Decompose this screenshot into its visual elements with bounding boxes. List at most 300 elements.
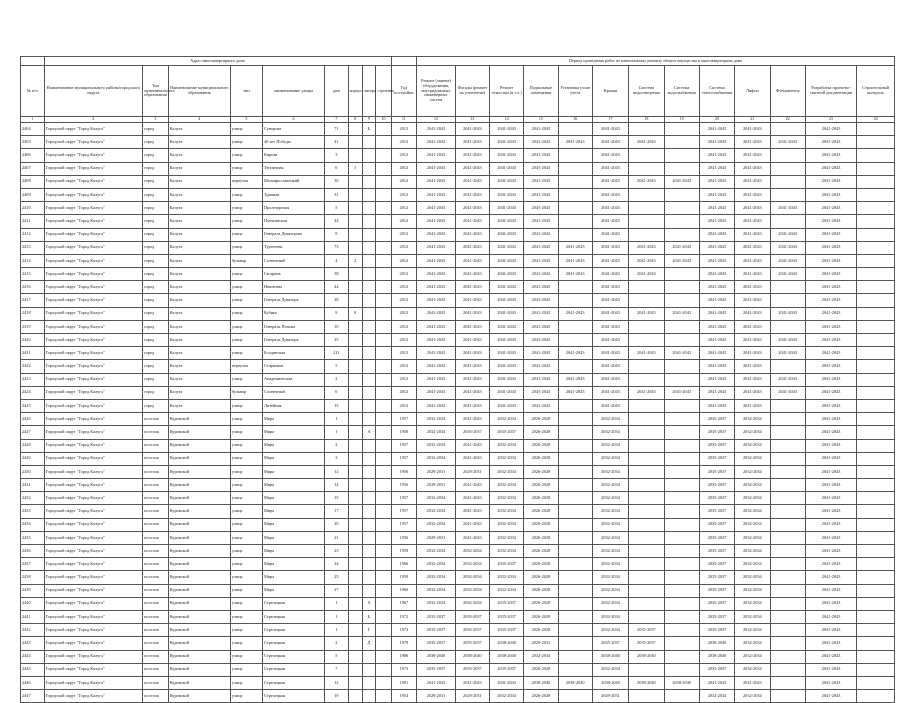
table-cell: 2041-2043 xyxy=(490,386,524,399)
table-cell: улица xyxy=(230,465,262,478)
table-cell: 2012 xyxy=(391,334,417,347)
table-cell xyxy=(362,531,376,544)
table-cell: 2032-2034 xyxy=(455,584,489,597)
table-row xyxy=(21,492,895,505)
table-cell xyxy=(348,281,362,294)
table-cell xyxy=(376,215,391,228)
table-cell: Мира xyxy=(262,571,324,584)
table-cell: город xyxy=(143,294,169,307)
table-cell: улица xyxy=(230,531,262,544)
table-cell: 2041-2043 xyxy=(699,228,734,241)
table-cell xyxy=(629,215,664,228)
table-cell: Городской округ "Город Калуга" xyxy=(44,334,143,347)
table-cell: 2041-2043 xyxy=(417,228,456,241)
table-cell: 2041-2043 xyxy=(490,360,524,373)
table-cell: Городской округ "Город Калуга" xyxy=(44,175,143,188)
table-cell xyxy=(558,215,592,228)
table-cell: 2029-2031 xyxy=(592,690,628,703)
table-cell xyxy=(857,624,895,637)
table-cell: 2041-2043 xyxy=(455,347,489,360)
table-cell: 2041-2043 xyxy=(455,360,489,373)
table-cell: 2041-2043 xyxy=(805,360,856,373)
table-cell: Городской округ "Город Калуга" xyxy=(44,545,143,558)
table-cell: 2041-2043 xyxy=(735,175,770,188)
table-cell xyxy=(770,175,805,188)
table-cell: 1956 xyxy=(391,531,417,544)
table-cell: 15 xyxy=(325,399,349,412)
table-cell: 2035-2037 xyxy=(455,426,489,439)
table-cell xyxy=(362,452,376,465)
table-cell: 2041-2043 xyxy=(490,175,524,188)
table-cell: 2041-2043 xyxy=(805,228,856,241)
table-cell: Мира xyxy=(262,452,324,465)
table-cell: поселок xyxy=(143,518,169,531)
table-cell: 2041-2043 xyxy=(455,241,489,254)
table-cell: поселок xyxy=(143,439,169,452)
table-cell: 2041-2043 xyxy=(629,136,664,149)
table-cell: 12 xyxy=(325,465,349,478)
table-cell: 1986 xyxy=(391,650,417,663)
table-cell: 2032-2034 xyxy=(592,584,628,597)
table-cell xyxy=(376,492,391,505)
table-cell: 2032-2034 xyxy=(592,545,628,558)
table-cell: 2032-2034 xyxy=(490,439,524,452)
table-cell xyxy=(857,386,895,399)
table-cell: 1967 xyxy=(391,597,417,610)
table-cell: 1991 xyxy=(391,676,417,689)
table-cell: 2032-2034 xyxy=(417,518,456,531)
table-cell xyxy=(664,268,699,281)
table-cell xyxy=(558,175,592,188)
table-cell xyxy=(770,505,805,518)
table-cell: 2041-2043 xyxy=(770,202,805,215)
table-cell: 2041-2043 xyxy=(455,136,489,149)
table-cell: Городской округ "Город Калуга" xyxy=(44,584,143,597)
table-cell: Мира xyxy=(262,439,324,452)
table-cell xyxy=(857,531,895,544)
table-cell: 2041-2043 xyxy=(735,162,770,175)
table-cell: 2032-2034 xyxy=(735,610,770,623)
table-cell: 44 xyxy=(325,281,349,294)
table-cell: 2012 xyxy=(391,294,417,307)
table-cell: 2032-2034 xyxy=(417,597,456,610)
table-cell: 2041-2043 xyxy=(699,175,734,188)
table-cell: 2032-2034 xyxy=(490,452,524,465)
table-cell xyxy=(348,175,362,188)
table-cell: Городской округ "Город Калуга" xyxy=(44,320,143,333)
table-cell: 2041-2043 xyxy=(805,320,856,333)
table-cell: 2041-2043 xyxy=(735,676,770,689)
table-cell xyxy=(348,399,362,412)
header-group-row xyxy=(21,57,895,66)
table-cell xyxy=(348,663,362,676)
table-cell xyxy=(664,650,699,663)
table-cell xyxy=(629,399,664,412)
table-cell: 2041-2043 xyxy=(629,254,664,267)
table-cell: 30 xyxy=(325,175,349,188)
table-cell: 2041-2043 xyxy=(735,136,770,149)
table-cell: 2041-2043 xyxy=(699,307,734,320)
table-cell: 4 xyxy=(325,254,349,267)
table-cell xyxy=(664,188,699,201)
table-cell: Городской округ "Город Калуга" xyxy=(44,492,143,505)
table-cell: 2032-2034 xyxy=(735,597,770,610)
table-cell: 2041-2043 xyxy=(629,386,664,399)
table-cell: 2012 xyxy=(391,202,417,215)
table-row xyxy=(21,439,895,452)
table-cell: поселок xyxy=(143,637,169,650)
table-cell: Мира xyxy=(262,413,324,426)
table-cell: Городской округ "Город Калуга" xyxy=(44,347,143,360)
table-cell: 2026-2028 xyxy=(524,584,558,597)
table-cell: 2041-2043 xyxy=(629,175,664,188)
table-cell: 2407 xyxy=(21,162,45,175)
table-cell: 2041-2043 xyxy=(490,347,524,360)
table-cell: 2041-2043 xyxy=(417,268,456,281)
column-number: 13 xyxy=(455,117,489,123)
table-cell: 2041-2043 xyxy=(805,175,856,188)
table-row xyxy=(21,545,895,558)
table-cell xyxy=(857,426,895,439)
table-cell xyxy=(362,360,376,373)
table-cell xyxy=(558,123,592,136)
table-cell: Калуга xyxy=(168,202,230,215)
table-cell: 1 xyxy=(325,610,349,623)
table-cell: 2035-2037 xyxy=(699,439,734,452)
table-cell: 2041-2043 xyxy=(417,360,456,373)
table-cell: Б xyxy=(362,610,376,623)
table-cell: 2041-2043 xyxy=(805,241,856,254)
table-cell: 5 xyxy=(325,360,349,373)
table-cell xyxy=(664,399,699,412)
table-cell xyxy=(376,175,391,188)
table-cell: улица xyxy=(230,505,262,518)
table-cell xyxy=(362,334,376,347)
table-cell xyxy=(629,123,664,136)
table-cell: Городской округ "Город Калуга" xyxy=(44,399,143,412)
table-cell: 2026-2028 xyxy=(524,479,558,492)
table-cell: город xyxy=(143,268,169,281)
table-cell xyxy=(558,439,592,452)
column-header: Крыши xyxy=(592,66,628,117)
table-cell xyxy=(664,281,699,294)
table-cell xyxy=(558,597,592,610)
table-cell: Калуга xyxy=(168,175,230,188)
table-cell: Калуга xyxy=(168,399,230,412)
table-cell: поселок xyxy=(143,690,169,703)
table-cell: 2035-2037 xyxy=(699,663,734,676)
table-cell xyxy=(857,690,895,703)
table-cell xyxy=(664,373,699,386)
table-cell: 2035-2037 xyxy=(455,637,489,650)
table-cell: Калуга xyxy=(168,123,230,136)
table-cell: 2035-2037 xyxy=(417,610,456,623)
table-cell xyxy=(664,663,699,676)
table-cell: 2029-2031 xyxy=(417,531,456,544)
table-cell xyxy=(629,690,664,703)
table-cell: Мира xyxy=(262,558,324,571)
table-cell: Академическая xyxy=(262,373,324,386)
table-row xyxy=(21,571,895,584)
table-cell: 2430 xyxy=(21,465,45,478)
table-cell xyxy=(770,610,805,623)
table-cell xyxy=(664,439,699,452)
table-cell: 2032-2034 xyxy=(417,558,456,571)
table-cell: Калуга xyxy=(168,360,230,373)
table-cell: 2418 xyxy=(21,307,45,320)
column-header: литера xyxy=(362,66,376,117)
column-number: 4 xyxy=(168,117,230,123)
document-page xyxy=(4,56,902,698)
table-cell xyxy=(376,505,391,518)
table-row xyxy=(21,241,895,254)
table-cell xyxy=(629,505,664,518)
table-cell xyxy=(558,690,592,703)
column-number: 8 xyxy=(348,117,362,123)
table-cell xyxy=(857,215,895,228)
table-cell xyxy=(348,492,362,505)
column-header: Лифты xyxy=(735,66,770,117)
table-cell: город xyxy=(143,320,169,333)
table-cell: 2041-2043 xyxy=(417,215,456,228)
table-cell: Куровской xyxy=(168,492,230,505)
table-cell: улица xyxy=(230,545,262,558)
table-cell: 2419 xyxy=(21,320,45,333)
table-cell xyxy=(629,597,664,610)
table-cell: 2012 xyxy=(391,188,417,201)
table-cell xyxy=(664,584,699,597)
table-cell: 2041-2043 xyxy=(770,136,805,149)
table-cell xyxy=(664,479,699,492)
table-cell: Стрелецкая xyxy=(262,637,324,650)
table-cell xyxy=(664,505,699,518)
table-cell xyxy=(376,307,391,320)
table-cell: 1959 xyxy=(391,571,417,584)
table-cell: 2429 xyxy=(21,452,45,465)
table-cell xyxy=(348,215,362,228)
table-cell: Калуга xyxy=(168,241,230,254)
table-cell xyxy=(348,149,362,162)
table-cell: Куровской xyxy=(168,545,230,558)
table-cell: 71 xyxy=(325,123,349,136)
column-number: 1 xyxy=(21,117,45,123)
table-cell: 1 xyxy=(325,597,349,610)
table-cell xyxy=(664,136,699,149)
table-cell: поселок xyxy=(143,624,169,637)
table-cell: 2041-2043 xyxy=(805,492,856,505)
table-cell: 2041-2043 xyxy=(629,307,664,320)
table-cell: Городской округ "Город Калуга" xyxy=(44,294,143,307)
table-cell xyxy=(558,545,592,558)
table-cell: 2041-2043 xyxy=(558,307,592,320)
table-cell: Г xyxy=(362,624,376,637)
table-cell xyxy=(857,294,895,307)
table-cell xyxy=(857,399,895,412)
column-header: наименование улицы xyxy=(262,66,324,117)
table-cell xyxy=(362,690,376,703)
table-cell xyxy=(664,610,699,623)
table-cell xyxy=(362,149,376,162)
table-cell: 2041-2043 xyxy=(490,241,524,254)
table-cell: город xyxy=(143,254,169,267)
table-cell: Городской округ "Город Калуга" xyxy=(44,439,143,452)
table-cell: город xyxy=(143,386,169,399)
table-cell xyxy=(376,123,391,136)
table-cell: 2041-2043 xyxy=(455,228,489,241)
table-cell: 2041-2043 xyxy=(524,320,558,333)
table-cell: 2032-2034 xyxy=(417,545,456,558)
table-cell: Куровской xyxy=(168,624,230,637)
table-cell: 2032-2034 xyxy=(735,492,770,505)
table-cell: город xyxy=(143,241,169,254)
table-cell xyxy=(770,531,805,544)
table-cell: 2032-2034 xyxy=(735,690,770,703)
table-row xyxy=(21,307,895,320)
table-cell: 2041-2043 xyxy=(455,215,489,228)
table-cell: 2032-2034 xyxy=(490,479,524,492)
table-cell xyxy=(857,571,895,584)
table-cell: 2041-2043 xyxy=(490,123,524,136)
table-cell: 2041-2043 xyxy=(524,254,558,267)
table-cell xyxy=(362,136,376,149)
table-cell: 6 xyxy=(325,162,349,175)
column-header: Фасады (ремонт их утепление) xyxy=(455,66,489,117)
table-cell xyxy=(558,320,592,333)
table-cell xyxy=(376,624,391,637)
table-cell: город xyxy=(143,215,169,228)
table-cell xyxy=(362,347,376,360)
table-cell: 2041-2043 xyxy=(664,254,699,267)
table-row xyxy=(21,690,895,703)
column-header: Система водоснабжения xyxy=(664,66,699,117)
table-cell: 1 xyxy=(348,162,362,175)
table-cell: улица xyxy=(230,518,262,531)
table-cell: 2029-2031 xyxy=(417,690,456,703)
table-cell: 2041-2043 xyxy=(455,334,489,347)
table-cell: 2038-2040 xyxy=(455,650,489,663)
table-cell: 2032-2034 xyxy=(417,492,456,505)
table-cell: 2041-2043 xyxy=(805,637,856,650)
table-row xyxy=(21,558,895,571)
table-cell xyxy=(362,281,376,294)
table-cell xyxy=(362,650,376,663)
table-cell xyxy=(664,426,699,439)
table-cell: 9 xyxy=(325,307,349,320)
column-number: 21 xyxy=(735,117,770,123)
table-cell: улица xyxy=(230,637,262,650)
table-cell xyxy=(664,294,699,307)
table-cell: 1 xyxy=(325,426,349,439)
table-cell: 2041-2043 xyxy=(805,663,856,676)
table-cell xyxy=(629,228,664,241)
table-cell xyxy=(770,650,805,663)
table-cell xyxy=(664,571,699,584)
table-cell: Городской округ "Город Калуга" xyxy=(44,215,143,228)
table-cell: 2041-2043 xyxy=(455,518,489,531)
table-cell xyxy=(376,584,391,597)
table-cell: улица xyxy=(230,610,262,623)
table-cell: 2041-2043 xyxy=(770,347,805,360)
table-cell xyxy=(348,228,362,241)
table-cell xyxy=(770,518,805,531)
table-cell: 2035-2037 xyxy=(699,492,734,505)
table-cell: 2041-2043 xyxy=(699,202,734,215)
table-cell: улица xyxy=(230,597,262,610)
column-header: Система водоотведения xyxy=(629,66,664,117)
table-cell: 2026-2028 xyxy=(524,545,558,558)
table-cell xyxy=(376,439,391,452)
table-cell: 2032-2034 xyxy=(735,650,770,663)
table-cell: 25 xyxy=(325,571,349,584)
table-cell: Мира xyxy=(262,584,324,597)
table-cell: 2041-2043 xyxy=(592,123,628,136)
table-cell: Городской округ "Город Калуга" xyxy=(44,465,143,478)
table-cell xyxy=(857,610,895,623)
table-cell xyxy=(362,676,376,689)
table-cell: 2026-2028 xyxy=(524,610,558,623)
table-cell: 2041-2043 xyxy=(417,123,456,136)
table-cell: 2035-2037 xyxy=(629,624,664,637)
table-cell xyxy=(362,307,376,320)
table-cell: 2041-2043 xyxy=(417,294,456,307)
table-cell: 2041-2043 xyxy=(524,175,558,188)
table-cell: поселок xyxy=(143,650,169,663)
table-cell: 2032-2034 xyxy=(699,690,734,703)
table-cell: 2032-2034 xyxy=(417,413,456,426)
table-cell: 2038-2040 xyxy=(592,650,628,663)
table-cell: поселок xyxy=(143,597,169,610)
table-cell: улица xyxy=(230,584,262,597)
table-cell xyxy=(770,690,805,703)
table-cell xyxy=(558,505,592,518)
table-cell xyxy=(362,558,376,571)
table-cell: Городской округ "Город Калуга" xyxy=(44,228,143,241)
table-cell xyxy=(348,571,362,584)
table-cell: переулок xyxy=(230,360,262,373)
table-cell xyxy=(770,624,805,637)
column-number: 18 xyxy=(629,117,664,123)
table-cell xyxy=(558,202,592,215)
table-cell: 21 xyxy=(325,531,349,544)
table-row xyxy=(21,624,895,637)
table-cell xyxy=(362,202,376,215)
table-cell xyxy=(664,149,699,162)
table-cell: 2041-2043 xyxy=(699,241,734,254)
column-number: 19 xyxy=(664,117,699,123)
table-cell: Городской округ "Город Калуга" xyxy=(44,413,143,426)
table-row xyxy=(21,663,895,676)
column-number: 12 xyxy=(417,117,456,123)
table-cell: 2029-2031 xyxy=(524,637,558,650)
table-cell: 2041-2043 xyxy=(735,307,770,320)
table-cell: город xyxy=(143,162,169,175)
table-cell xyxy=(664,545,699,558)
table-cell: 17 xyxy=(325,505,349,518)
table-cell xyxy=(348,624,362,637)
table-cell xyxy=(857,320,895,333)
table-cell: 10 xyxy=(325,320,349,333)
table-cell xyxy=(629,558,664,571)
table-cell xyxy=(558,426,592,439)
table-cell xyxy=(558,334,592,347)
table-cell: 2032-2034 xyxy=(735,452,770,465)
table-cell xyxy=(362,584,376,597)
table-cell: город xyxy=(143,202,169,215)
table-cell: 5 xyxy=(325,202,349,215)
table-cell: 15 xyxy=(325,492,349,505)
table-cell: 2041-2043 xyxy=(524,123,558,136)
table-cell: 2041-2043 xyxy=(805,386,856,399)
